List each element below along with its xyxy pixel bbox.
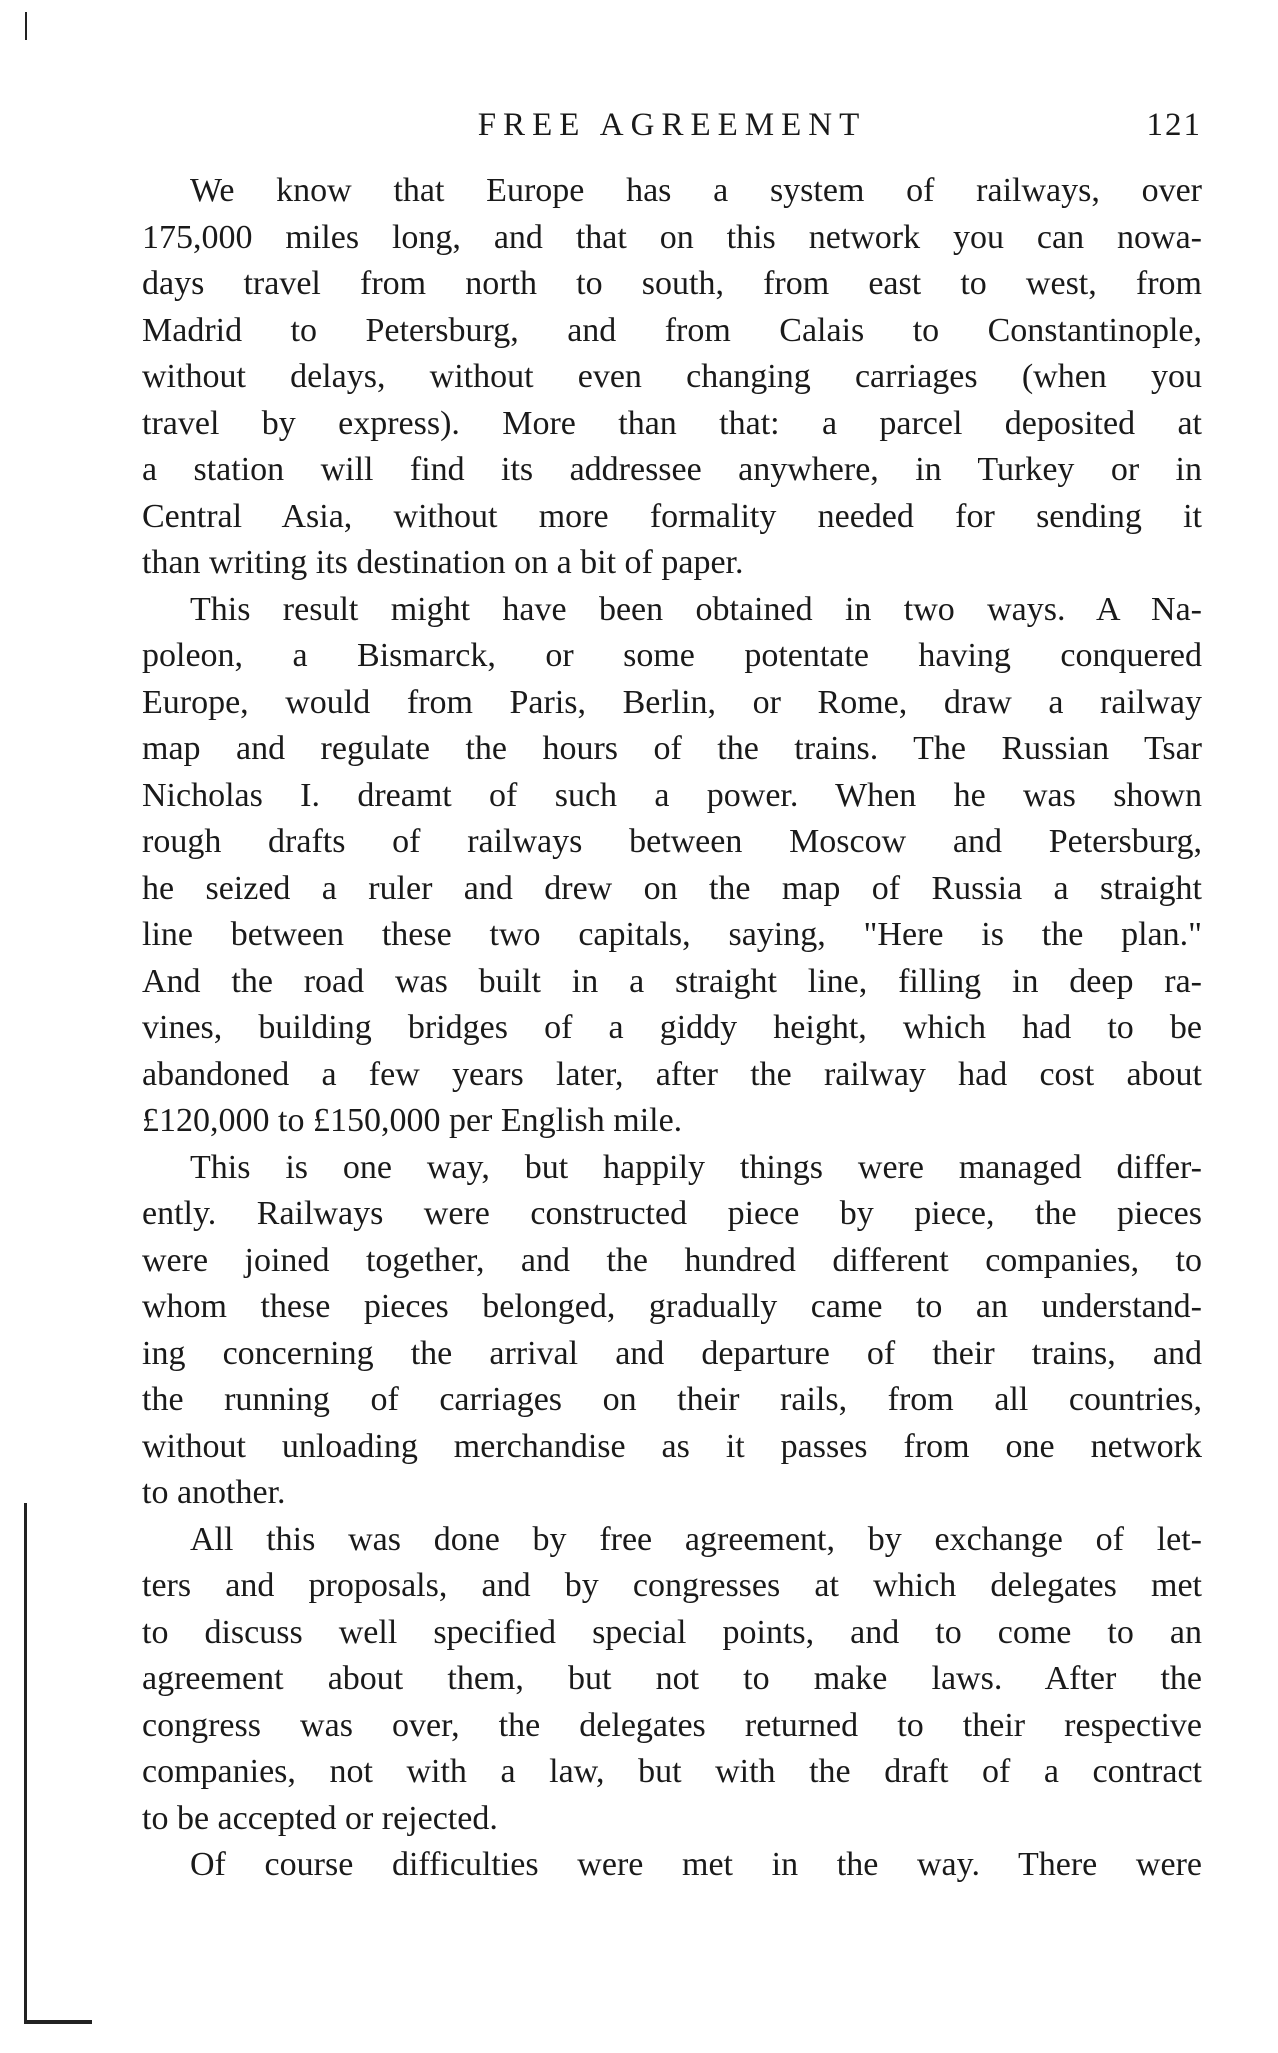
text-line: Europe, would from Paris, Berlin, or Rome, draw a railway (142, 683, 1202, 721)
text-line: congress was over, the delegates returned to their respective (142, 1706, 1202, 1744)
text-line: ently. Railways were constructed piece by piece, the pieces (142, 1195, 1202, 1232)
text-line: Central Asia, without more formality needed for sending it (142, 497, 1202, 535)
text-line: without unloading merchandise as it passes from one network (142, 1427, 1202, 1465)
text-line: Of course difficulties were met in the way. There were (190, 1846, 1202, 1883)
scan-edge-mark-left (24, 1503, 27, 2023)
text-line: than writing its destination on a bit of paper. (142, 544, 744, 581)
text-line: This result might have been obtained in two ways. A Na- (190, 590, 1202, 628)
text-line: to be accepted or rejected. (142, 1799, 498, 1837)
text-line: whom these pieces belonged, gradually came to an understand- (142, 1288, 1202, 1325)
text-line: poleon, a Bismarck, or some potentate having conquered (142, 637, 1202, 674)
text-line: abandoned a few years later, after the railway had cost about (142, 1055, 1202, 1093)
text-line: line between these two capitals, saying, "Here is the plan." (142, 916, 1202, 953)
text-line: Madrid to Petersburg, and from Calais to Constantinople, (142, 311, 1202, 349)
text-line: This is one way, but happily things were managed differ- (190, 1148, 1202, 1186)
text-line: to discuss well specified special points, and to come to an (142, 1613, 1202, 1651)
running-title: FREE AGREEMENT (477, 107, 867, 143)
text-line: 175,000 miles long, and that on this network you can nowa- (142, 218, 1202, 256)
page-header (142, 100, 1202, 150)
paragraph (142, 1517, 1202, 1843)
text-line: a station will find its addressee anywhere, in Turkey or in (142, 451, 1202, 488)
text-line: companies, not with a law, but with the draft of a contract (142, 1753, 1202, 1790)
page-number: 121 (1146, 107, 1202, 143)
text-line: agreement about them, but not to make laws. After the (142, 1660, 1202, 1697)
text-line: were joined together, and the hundred different companies, to (142, 1241, 1202, 1279)
text-line: £120,000 to £150,000 per English mile. (142, 1102, 683, 1139)
text-line: map and regulate the hours of the trains. The Russian Tsar (142, 730, 1202, 767)
scan-edge-mark-bottom (24, 2020, 92, 2024)
paragraph (142, 168, 1202, 587)
text-line: We know that Europe has a system of railways, over (190, 172, 1202, 209)
text-line: vines, building bridges of a giddy height, which had to be (142, 1009, 1202, 1046)
text-line: ters and proposals, and by congresses at which delegates met (142, 1567, 1202, 1604)
paragraph (142, 587, 1202, 1145)
body-text (142, 168, 1202, 1889)
text-line: Nicholas I. dreamt of such a power. When he was shown (142, 776, 1202, 814)
text-line: All this was done by free agreement, by exchange of let- (190, 1520, 1202, 1558)
paragraph (142, 1145, 1202, 1517)
text-line: the running of carriages on their rails, from all countries, (142, 1381, 1202, 1418)
text-line: without delays, without even changing carriages (when you (142, 358, 1202, 395)
paragraph (142, 1842, 1202, 1889)
text-line: he seized a ruler and drew on the map of Russia a straight (142, 869, 1202, 907)
scan-edge-mark-top (25, 12, 27, 40)
text-line: rough drafts of railways between Moscow and Petersburg, (142, 823, 1202, 860)
text-line: to another. (142, 1474, 286, 1511)
text-line: ing concerning the arrival and departure of their trains, and (142, 1334, 1202, 1372)
text-line: days travel from north to south, from east to west, from (142, 265, 1202, 302)
text-line: And the road was built in a straight line, filling in deep ra- (142, 962, 1202, 1000)
text-line: travel by express). More than that: a parcel deposited at (142, 404, 1202, 442)
